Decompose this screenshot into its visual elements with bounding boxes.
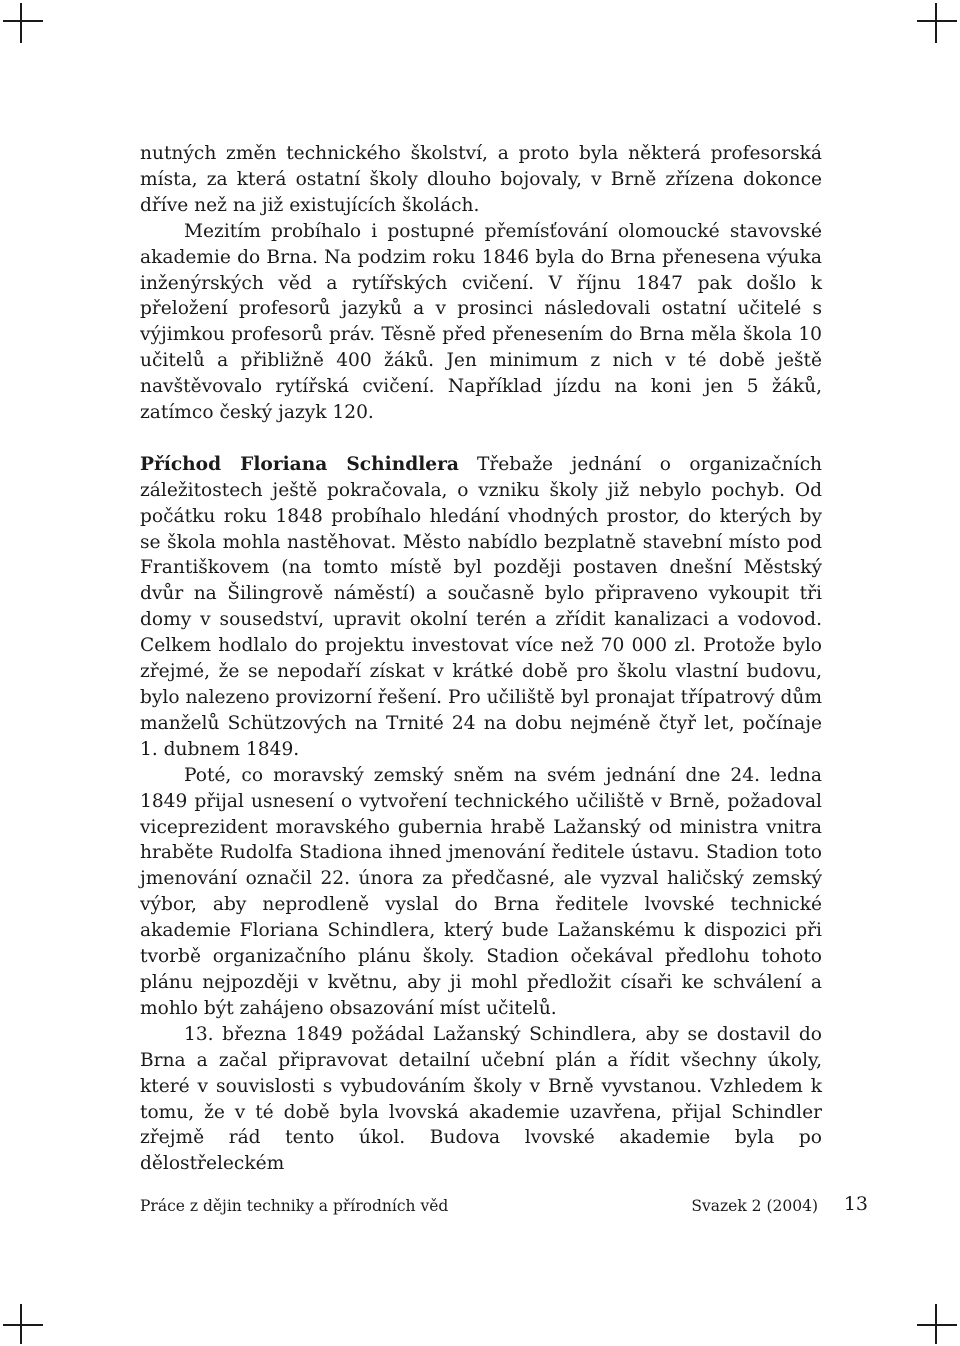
paragraph-2: Mezitím probíhalo i postupné přemísťování olomoucké stavovské akademie do Brna. Na podzim roku 1846 byla do Brna přenesena výuka inženýrských věd a rytířských cvičení. V říjnu 1847 pak došlo k přeložení profesorů jazyků a v prosinci následovali ostatní učitelé s výjimkou profesorů práv. Těsně před přenesením do Brna měla škola 10 učitelů a přibližně 400 žáků. Jen minimum z nich v té době ještě navštěvovalo rytířská cvičení. Například jízdu na koni jen 5 žáků, zatímco český jazyk 120. <box>140 220 822 424</box>
crop-mark-top-left <box>0 0 45 45</box>
paragraph-3-text: Třebaže jednání o organizačních záležitostech ještě pokračovala, o vzniku školy již nebylo pochyb. Od počátku roku 1848 probíhalo hledání vhodných prostor, do kterých by se škola mohla nastěhovat. Město nabídlo bezplatně stavební místo pod Františkovem (na tomto místě byl později postaven dnešní Městský dvůr na Šilingrově náměstí) a současně bylo připraveno vykoupit tři domy v sousedství, upravit okolní terén a zřídit kanalizaci a vodovod. Celkem hodlalo do projektu investovat více než 70 000 zl. Protože bylo zřejmé, že se nepodaří získat v krátké době pro školu vlastní budovu, bylo nalezeno provizorní řešení. Pro učiliště byl pronajat třípatrový dům manželů Schützových na Trnité 24 na dobu nejméně čtyř let, počínaje 1. dubnem 1849. <box>140 453 822 760</box>
crop-mark-bottom-right <box>915 1301 960 1346</box>
crop-mark-top-right <box>915 0 960 45</box>
section-heading: Příchod Floriana Schindlera <box>140 453 459 475</box>
body-text <box>140 141 822 1177</box>
volume-info: Svazek 2 (2004) <box>691 1197 818 1215</box>
paragraph-4: Poté, co moravský zemský sněm na svém jednání dne 24. ledna 1849 přijal usnesení o vytvoření technického učiliště v Brně, požadoval viceprezident moravského gubernia hrabě Lažanský od ministra vnitra hraběte Rudolfa Stadiona ihned jmenování ředitele ústavu. Stadion toto jmenování označil 22. února za předčasné, ale vyzval haličský zemský výbor, aby neprodleně vyslal do Brna ředitele lvovské technické akademie Floriana Schindlera, který bude Lažanskému k dispozici při tvorbě organizačního plánu školy. Stadion očekával předlohu tohoto plánu nejpozději v květnu, aby ji mohl předložit císaři ke schválení a mohlo být zahájeno obsazování míst učitelů. <box>140 764 822 1019</box>
paragraph-1: nutných změn technického školství, a proto byla některá profesorská místa, za která ostatní školy dlouho bojovaly, v Brně zřízena dokonce dříve než na již existujících školách. <box>140 143 822 216</box>
page-number: 13 <box>843 1193 868 1215</box>
paragraph-3 <box>140 452 822 763</box>
paragraph-5: 13. března 1849 požádal Lažanský Schindlera, aby se dostavil do Brna a začal připravovat detailní učební plán a řídit všechny úkoly, které v souvislosti s vybudováním školy v Brně vyvstanou. Vzhledem k tomu, že v té době byla lvovská akademie uzavřena, přijal Schindler zřejmě rád tento úkol. Budova lvovské akademie byla po dělostřeleckém <box>140 1023 822 1175</box>
journal-title: Práce z dějin techniky a přírodních věd <box>140 1197 449 1215</box>
crop-mark-bottom-left <box>0 1301 45 1346</box>
